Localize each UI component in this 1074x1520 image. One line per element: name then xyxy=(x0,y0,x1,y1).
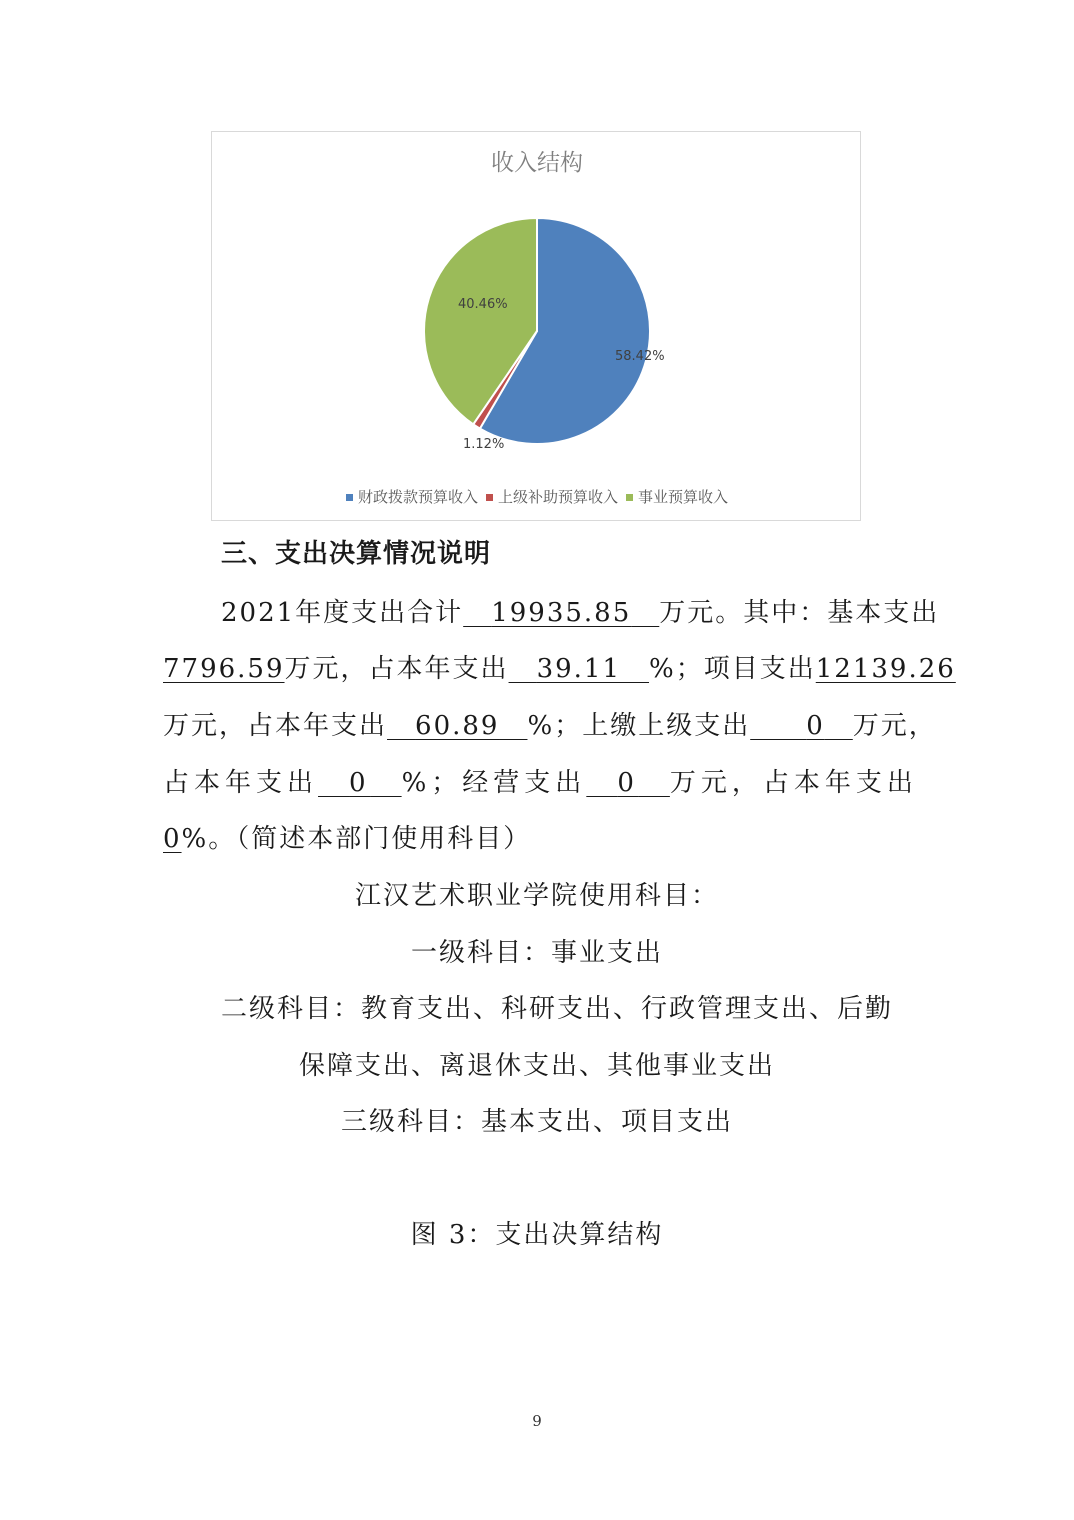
business-percent-value: 0 xyxy=(163,824,182,854)
figure-caption: 图 3：支出决算结构 xyxy=(410,1220,664,1250)
legend-swatch-2 xyxy=(626,494,633,501)
level2-subject-line2: 保障支出、离退休支出、其他事业支出 xyxy=(298,1051,775,1081)
legend-item-1 xyxy=(486,486,618,507)
legend-swatch-0 xyxy=(346,494,353,501)
income-structure-chart xyxy=(211,131,861,521)
level3-subject: 三级科目：基本支出、项目支出 xyxy=(340,1107,733,1137)
upper-expenditure-value: 0 xyxy=(806,711,825,741)
legend-swatch-1 xyxy=(486,494,493,501)
legend-label-0: 财政拨款预算收入 xyxy=(357,488,478,506)
paragraph-line-3: 万元，占本年支出 60.89 %；上缴上级支出 0 万元， xyxy=(163,711,937,741)
text-basic-label: 万元。其中：基本支出 xyxy=(659,598,940,628)
page-number: 9 xyxy=(532,1412,542,1430)
basic-expenditure-value: 7796.59 xyxy=(163,654,285,684)
data-label-1: 1.12% xyxy=(463,437,505,452)
basic-percent-value: 39.11 xyxy=(536,654,621,684)
project-percent-value: 60.89 xyxy=(415,711,500,741)
business-expenditure-value: 0 xyxy=(617,768,639,798)
upper-percent-value: 0 xyxy=(349,768,371,798)
subjects-title: 江汉艺术职业学院使用科目： xyxy=(354,881,719,911)
level1-subject: 一级科目：事业支出 xyxy=(410,938,663,968)
legend-label-1: 上级补助预算收入 xyxy=(497,488,618,506)
level2-subject-line1: 二级科目：教育支出、科研支出、行政管理支出、后勤 xyxy=(221,994,894,1024)
legend-label-2: 事业预算收入 xyxy=(638,488,729,506)
paragraph-line-2: 7796.59万元，占本年支出 39.11 %；项目支出12139.26 xyxy=(163,654,956,684)
pie-chart xyxy=(212,132,862,522)
legend-item-2 xyxy=(626,486,728,507)
chart-title: 收入结构 xyxy=(491,150,583,176)
paragraph-line-5: 0%。（简述本部门使用科目） xyxy=(163,824,532,854)
section-heading: 三、支出决算情况说明 xyxy=(221,539,492,569)
legend-item-0 xyxy=(346,486,478,507)
project-expenditure-value: 12139.26 xyxy=(815,654,956,684)
data-label-2: 40.46% xyxy=(458,297,508,312)
chart-legend xyxy=(212,486,862,507)
total-expenditure-value: 19935.85 xyxy=(491,598,632,628)
paragraph-line-4: 占本年支出 0 %；经营支出 0 万元，占本年支出 xyxy=(163,768,918,798)
text-total-label: 2021年度支出合计 xyxy=(221,598,464,628)
data-label-0: 58.42% xyxy=(615,349,665,364)
paragraph-line-1 xyxy=(221,592,939,629)
